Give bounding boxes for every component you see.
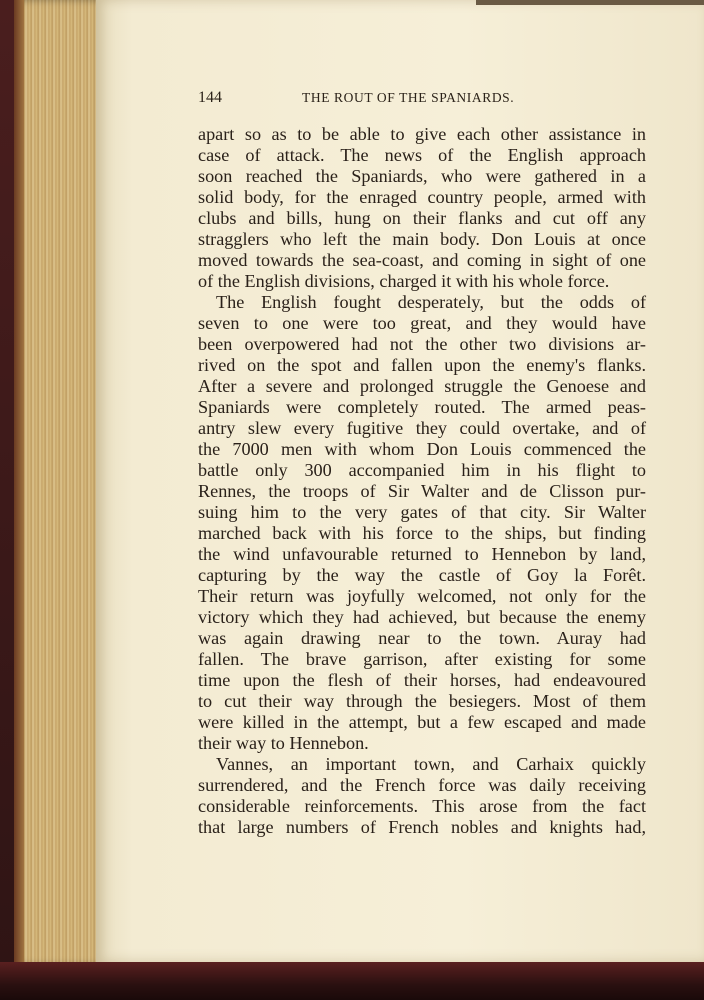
text-line: surrendered, and the French force was daily receiving	[198, 775, 646, 795]
body-text	[198, 124, 646, 838]
text-line: The English fought desperately, but the odds of	[216, 292, 646, 312]
text-line: case of attack. The news of the English approach	[198, 145, 646, 165]
text-line: of the English divisions, charged it with his whole force.	[198, 271, 610, 291]
text-line: After a severe and prolonged struggle the Genoese and	[198, 376, 646, 396]
text-line: antry slew every fugitive they could overtake, and of	[198, 418, 646, 438]
text-line: marched back with his force to the ships, but finding	[198, 523, 646, 543]
text-line: to cut their way through the besiegers. Most of them	[198, 691, 646, 711]
text-line: apart so as to be able to give each other assistance in	[198, 124, 646, 144]
running-header	[198, 89, 646, 111]
text-line: clubs and bills, hung on their flanks and cut off any	[198, 208, 646, 228]
text-line: the wind unfavourable returned to Hennebon by land,	[198, 544, 646, 564]
text-line: their way to Hennebon.	[198, 733, 369, 753]
text-line: Their return was joyfully welcomed, not only for the	[198, 586, 646, 606]
text-line: Rennes, the troops of Sir Walter and de Clisson pur-	[198, 481, 646, 501]
text-line: the 7000 men with whom Don Louis commenced the	[198, 439, 646, 459]
book-bottom-edge	[0, 962, 704, 1000]
text-line: fallen. The brave garrison, after existing for some	[198, 649, 646, 669]
text-line: Spaniards were completely routed. The armed peas-	[198, 397, 646, 417]
text-line: suing him to the very gates of that city. Sir Walter	[198, 502, 646, 522]
page-top-shadow	[476, 0, 704, 5]
text-line: seven to one were too great, and they would have	[198, 313, 646, 333]
text-line: were killed in the attempt, but a few escaped and made	[198, 712, 646, 732]
text-line: solid body, for the enraged country people, armed with	[198, 187, 646, 207]
text-line: was again drawing near to the town. Auray had	[198, 628, 646, 648]
text-line: soon reached the Spaniards, who were gathered in a	[198, 166, 646, 186]
text-line: that large numbers of French nobles and knights had,	[198, 817, 646, 837]
text-line: victory which they had achieved, but because the enemy	[198, 607, 646, 627]
text-line: stragglers who left the main body. Don Louis at once	[198, 229, 646, 249]
chapter-title: THE ROUT OF THE SPANIARDS.	[302, 90, 515, 105]
text-line: battle only 300 accompanied him in his flight to	[198, 460, 646, 480]
text-line: considerable reinforcements. This arose from the fact	[198, 796, 646, 816]
text-line: moved towards the sea-coast, and coming in sight of one	[198, 250, 646, 270]
page-number: 144	[198, 89, 222, 106]
text-line: capturing by the way the castle of Goy la Forêt.	[198, 565, 646, 585]
text-line: time upon the flesh of their horses, had endeavoured	[198, 670, 646, 690]
text-line: Vannes, an important town, and Carhaix quickly	[216, 754, 646, 774]
text-line: been overpowered had not the other two divisions ar-	[198, 334, 646, 354]
page-edges	[14, 0, 106, 965]
text-line: rived on the spot and fallen upon the enemy's flanks.	[198, 355, 646, 375]
